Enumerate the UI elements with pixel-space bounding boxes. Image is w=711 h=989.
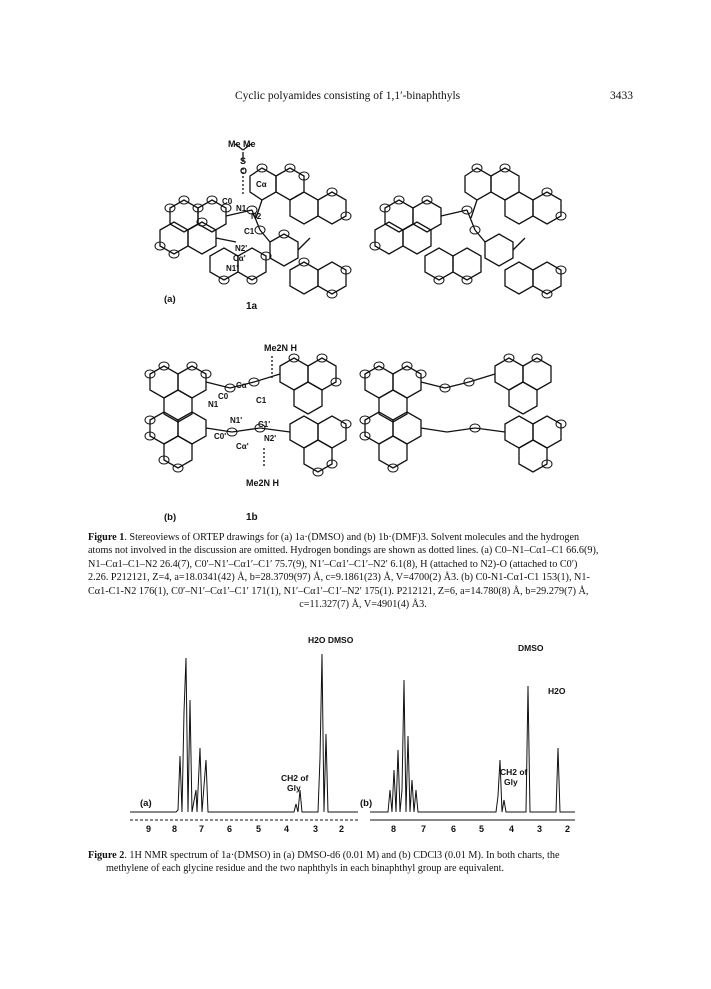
figure2-caption: [88, 849, 638, 876]
nmr-b-tick: 6: [451, 824, 457, 834]
atom-label-b-calpha-prime: Cα': [236, 442, 249, 451]
nmr-b-tick: 2: [565, 824, 571, 834]
atom-label-n2: N2: [251, 212, 262, 221]
atom-label-b-c0: C0: [218, 392, 229, 401]
figure1-caption-line1: . Stereoviews of ORTEP drawings for (a) 1a·(DMSO) and (b) 1b·(DMF)3. Solvent molecules and the hydrogen: [124, 532, 580, 543]
nmr-a-tick: 5: [256, 824, 262, 834]
nmr-b-tick: 7: [421, 824, 427, 834]
figure2-caption-label: Figure 2: [88, 850, 125, 861]
nmr-b-peak-ch2-of: CH2 of: [500, 767, 528, 777]
nmr-b-peak-h2o: H2O: [548, 686, 566, 696]
nmr-b-tick: 8: [391, 824, 397, 834]
nmr-b-peak-dmso: DMSO: [518, 643, 544, 653]
compound-1b-label: 1b: [246, 512, 258, 523]
figure2-caption-line1: . 1H NMR spectrum of 1a·(DMSO) in (a) DMSO-d6 (0.01 M) and (b) CDCl3 (0.01 M). In both charts, the: [124, 850, 560, 861]
figure1-caption-line4: 2.26. P212121, Z=4, a=18.0341(42) Å, b=28.3709(97) Å, c=9.1861(23) Å, V=4700(2) Å3. (b) C0-N1-Cα1-C1 153(1), N1-: [88, 572, 590, 584]
sulfur-label: S: [240, 156, 247, 166]
atom-label-c0: C0: [222, 197, 233, 206]
figure1-panel-a-label: (a): [164, 294, 176, 305]
nmr-b-peak-gly: Gly: [504, 777, 518, 787]
figure1-caption-line3: N1–Cα1–C1–N2 26.4(7), C0′–N1′–Cα1′–C1′ 75.7(9), N1′–Cα1′–C1′–N2′ 6.1(8), H (attached to N2)-O (attached to C0′): [88, 558, 578, 570]
figure1-panel-b-ortep: [140, 348, 570, 490]
nmr-a-peak-h2o-dmso: H2O DMSO: [308, 635, 354, 645]
atom-label-calpha-prime: Cα': [233, 254, 246, 263]
figure1-panel-b-label: (b): [164, 512, 177, 523]
atom-label-b-c0-prime: C0': [214, 432, 227, 441]
figure2-caption-line2: methylene of each glycine residue and the two naphthyls in each binaphthyl group are equivalent.: [106, 863, 505, 875]
nmr-a-tick: 2: [339, 824, 345, 834]
atom-label-c1: C1: [244, 227, 255, 236]
figure1-caption: [88, 531, 638, 611]
nmr-a-tick: 4: [284, 824, 290, 834]
nmr-spectrum-b: [370, 640, 575, 825]
oxygen-label: O: [240, 166, 248, 176]
nmr-b-tick: 5: [479, 824, 485, 834]
nmr-a-peak-ch2-of: CH2 of: [281, 773, 309, 783]
figure1-caption-line6: c=11.327(7) Å, V=4901(4) Å3.: [299, 599, 427, 611]
compound-1a-label: 1a: [246, 301, 258, 312]
solvent-dmf-top-label: Me2N H: [264, 343, 298, 353]
atom-label-b-n1: N1: [208, 400, 219, 409]
nmr-spectrum-a: [130, 640, 358, 825]
atom-label-b-n2-prime: N2': [264, 434, 277, 443]
atom-label-calpha: Cα: [256, 180, 267, 189]
atom-label-b-n1-prime: N1': [230, 416, 243, 425]
figure1-caption-line5: Cα1-C1-N2 176(1), C0′–N1′–Cα1′–C1′ 171(1), N1′–Cα1′–C1′–N2′ 175(1). P212121, Z=6, a=14.780(8) Å, b=29.279(7) Å,: [88, 585, 589, 597]
page-number: 3433: [610, 90, 633, 102]
nmr-a-tick: 8: [172, 824, 178, 834]
atom-label-n1-prime: N1': [226, 264, 239, 273]
atom-label-b-calpha: Cα: [236, 381, 247, 390]
nmr-a-panel-label: (a): [140, 798, 152, 809]
nmr-b-panel-label: (b): [360, 798, 373, 809]
nmr-a-tick: 9: [146, 824, 152, 834]
running-title: Cyclic polyamides consisting of 1,1′-binaphthyls: [235, 90, 461, 102]
nmr-b-tick: 3: [537, 824, 543, 834]
nmr-a-tick: 3: [313, 824, 319, 834]
atom-label-n2-prime: N2': [235, 244, 248, 253]
figure1-caption-label: Figure 1: [88, 532, 125, 543]
atom-label-b-c1: C1: [256, 396, 267, 405]
nmr-a-peak-gly: Gly: [287, 783, 301, 793]
atom-label-n1: N1: [236, 204, 247, 213]
nmr-a-tick: 7: [199, 824, 205, 834]
solvent-dmf-bottom-label: Me2N H: [246, 478, 280, 488]
nmr-b-tick: 4: [509, 824, 515, 834]
figure1-caption-line2: atoms not involved in the discussion are omitted. Hydrogen bondings are shown as dotted lines. (a) C0–N1–Cα1–C1 66.6(9),: [88, 545, 599, 557]
figure1-panel-a-ortep: [140, 130, 570, 310]
nmr-a-tick: 6: [227, 824, 233, 834]
solvent-dmso-label: Me Me: [228, 139, 256, 149]
atom-label-b-c1-prime: C1': [258, 420, 271, 429]
